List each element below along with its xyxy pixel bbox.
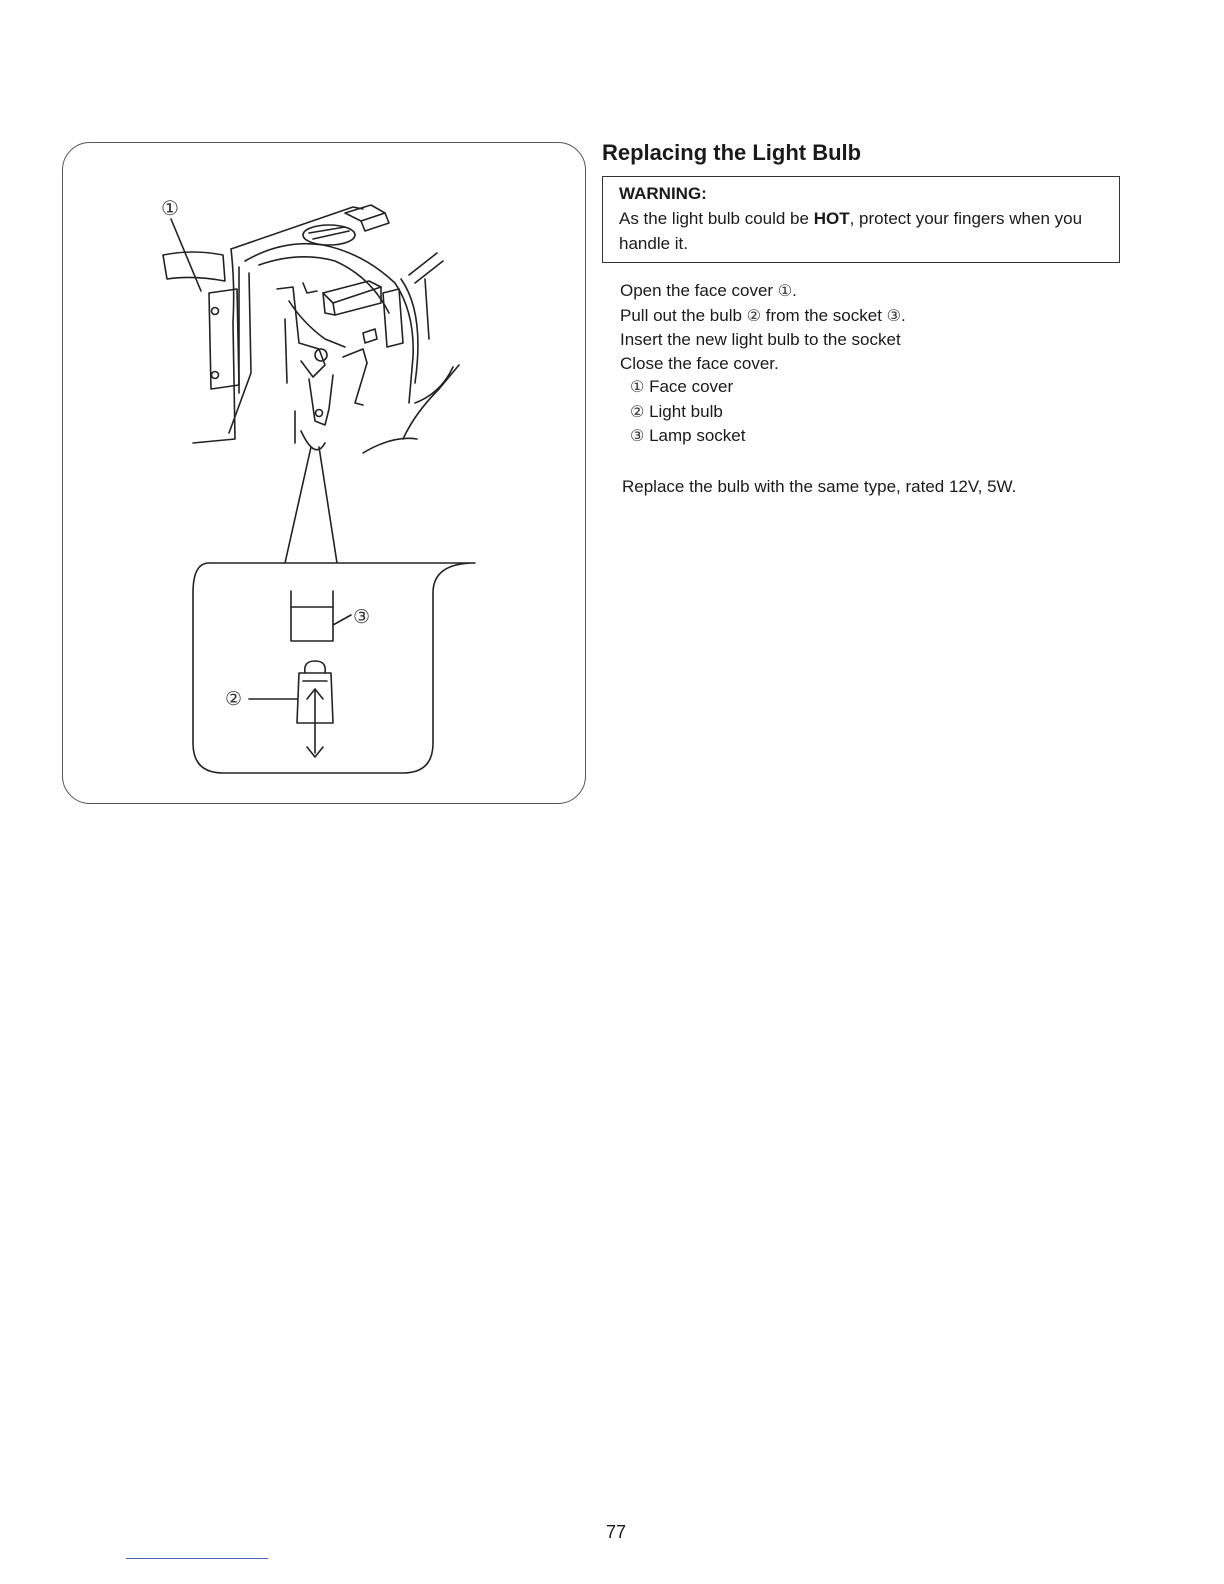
- part-light-bulb: ② Light bulb: [630, 401, 723, 421]
- warning-box: [602, 176, 1120, 263]
- warning-text: [619, 209, 1082, 253]
- warning-emphasis: HOT: [813, 209, 850, 228]
- warning-text-after: , protect your fingers when you handle it.: [619, 209, 1083, 253]
- step-open-cover: Open the face cover ①.: [620, 281, 797, 300]
- callout-lamp-socket: ③: [353, 607, 371, 628]
- parts-legend: [620, 375, 1122, 449]
- part-lamp-socket: ③ Lamp socket: [630, 426, 746, 445]
- part-face-cover: ① Face cover: [630, 377, 734, 396]
- instruction-steps: [602, 279, 1122, 449]
- bulb-rating-note: Replace the bulb with the same type, rated 12V, 5W.: [622, 476, 1017, 496]
- replacing-light-bulb-section: [602, 138, 1122, 499]
- step-insert-bulb: Insert the new light bulb to the socket: [620, 330, 901, 349]
- callout-face-cover: ①: [161, 198, 179, 220]
- page-number: 77: [605, 1522, 627, 1542]
- warning-heading: WARNING:: [619, 184, 707, 203]
- warning-text-before: As the light bulb could be: [619, 209, 814, 228]
- step-close-cover: Close the face cover.: [620, 353, 779, 373]
- light-bulb-diagram: [63, 143, 587, 805]
- step-pull-bulb: Pull out the bulb ② from the socket ③.: [620, 305, 906, 325]
- section-title: Replacing the Light Bulb: [602, 140, 862, 165]
- callout-light-bulb: ②: [225, 689, 243, 710]
- illustration-panel: [62, 142, 586, 804]
- footer-rule: [126, 1558, 268, 1559]
